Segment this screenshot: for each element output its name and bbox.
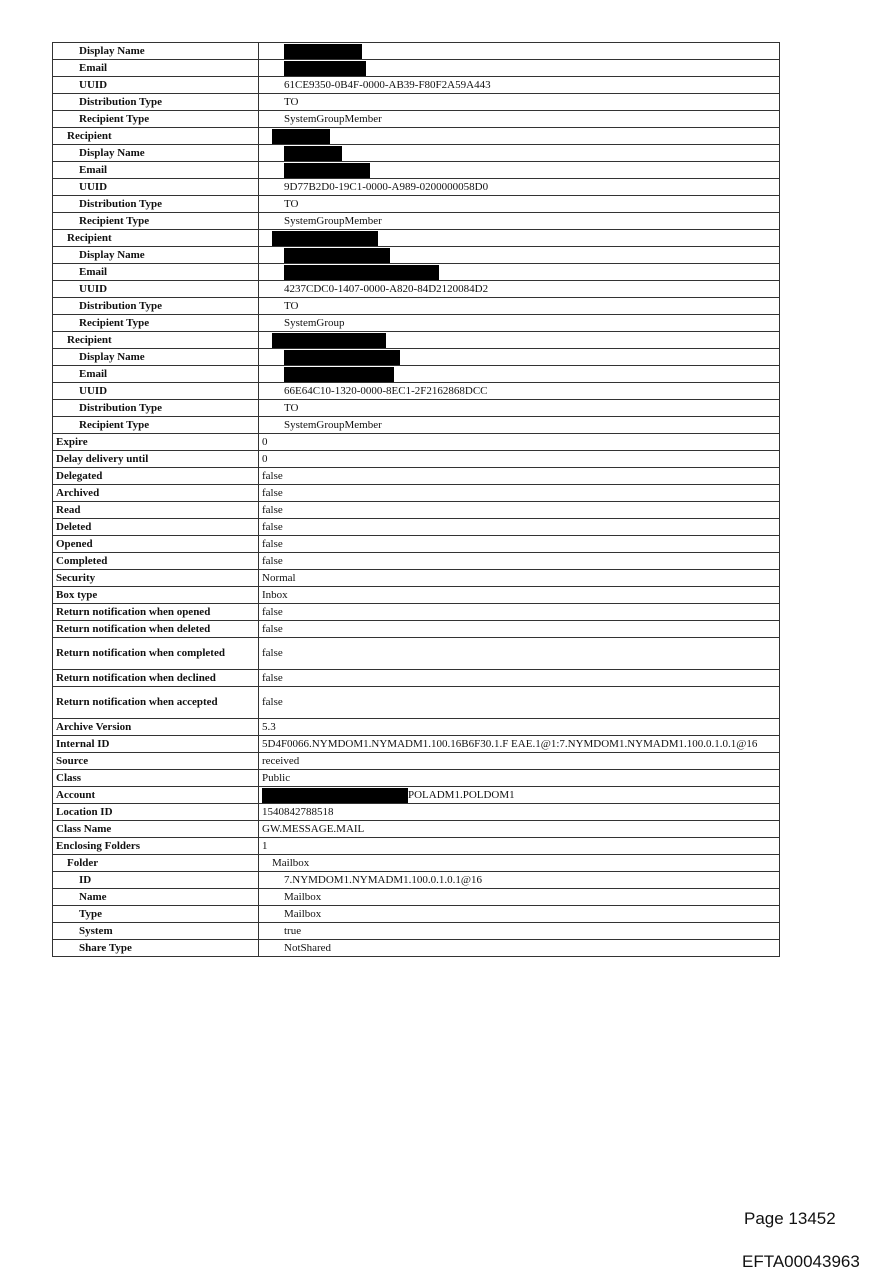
property-value [259, 872, 780, 889]
property-key: Display Name [53, 43, 259, 60]
property-value [259, 687, 780, 719]
property-value-text: 0 [262, 452, 268, 465]
property-value [259, 451, 780, 468]
property-key: Distribution Type [53, 196, 259, 213]
property-value [259, 570, 780, 587]
table-row [53, 502, 780, 519]
redaction-block [284, 61, 366, 76]
table-row [53, 43, 780, 60]
property-key: Return notification when opened [53, 604, 259, 621]
property-value [259, 604, 780, 621]
property-value [259, 111, 780, 128]
table-row [53, 889, 780, 906]
table-row [53, 298, 780, 315]
table-row [53, 770, 780, 787]
property-value-text: GW.MESSAGE.MAIL [262, 822, 365, 835]
property-key: Security [53, 570, 259, 587]
redaction-block [284, 350, 400, 365]
table-row [53, 111, 780, 128]
property-key: Email [53, 264, 259, 281]
table-row [53, 736, 780, 753]
property-value [259, 587, 780, 604]
property-key: Delegated [53, 468, 259, 485]
page-number: Page 13452 [744, 1209, 836, 1228]
table-row [53, 940, 780, 957]
property-key: UUID [53, 383, 259, 400]
property-value [259, 383, 780, 400]
property-key: System [53, 923, 259, 940]
property-value [259, 553, 780, 570]
property-value [259, 855, 780, 872]
table-row [53, 383, 780, 400]
property-value-text: 4237CDC0-1407-0000-A820-84D2120084D2 [284, 282, 489, 295]
property-key: ID [53, 872, 259, 889]
property-key: Return notification when declined [53, 670, 259, 687]
property-value [259, 77, 780, 94]
property-key: Distribution Type [53, 94, 259, 111]
redaction-block [284, 146, 342, 161]
property-key: Delay delivery until [53, 451, 259, 468]
table-row [53, 638, 780, 670]
property-key: Source [53, 753, 259, 770]
property-value-text: Inbox [262, 588, 288, 601]
property-value-text: 5.3 [262, 720, 276, 733]
property-value-text: Public [262, 771, 291, 784]
table-row [53, 621, 780, 638]
property-value [259, 366, 780, 383]
property-value-text: POLADM1.POLDOM1 [408, 788, 515, 801]
table-row [53, 519, 780, 536]
property-key: Opened [53, 536, 259, 553]
property-key: Display Name [53, 247, 259, 264]
property-value [259, 670, 780, 687]
table-row [53, 753, 780, 770]
table-row [53, 553, 780, 570]
property-value-text: received [262, 754, 300, 767]
redaction-block [272, 129, 330, 144]
property-value [259, 298, 780, 315]
table-row [53, 906, 780, 923]
table-row [53, 332, 780, 349]
table-row [53, 804, 780, 821]
property-value [259, 736, 780, 753]
property-value-text: 1540842788518 [262, 805, 334, 818]
property-value [259, 940, 780, 957]
property-key: Internal ID [53, 736, 259, 753]
property-key: Distribution Type [53, 298, 259, 315]
table-row [53, 349, 780, 366]
property-key: UUID [53, 281, 259, 298]
table-row [53, 923, 780, 940]
property-value [259, 43, 780, 60]
property-value-text: false [262, 647, 283, 659]
table-row [53, 145, 780, 162]
property-value [259, 196, 780, 213]
table-row [53, 485, 780, 502]
property-key: Distribution Type [53, 400, 259, 417]
redaction-block [284, 248, 390, 263]
property-key: Recipient [53, 128, 259, 145]
property-key: Email [53, 60, 259, 77]
property-key: Recipient Type [53, 315, 259, 332]
property-value-text: 5D4F0066.NYMDOM1.NYMADM1.100.16B6F30.1.F EAE.1@1:7.NYMDOM1.NYMADM1.100.0.1.0.1@16 [262, 737, 758, 750]
table-row [53, 687, 780, 719]
redaction-block [284, 163, 370, 178]
property-key: Enclosing Folders [53, 838, 259, 855]
table-row [53, 94, 780, 111]
table-row [53, 468, 780, 485]
table-row [53, 162, 780, 179]
table-row [53, 400, 780, 417]
table-row [53, 434, 780, 451]
property-key: Email [53, 366, 259, 383]
property-key: Completed [53, 553, 259, 570]
property-key: Return notification when accepted [53, 687, 259, 719]
property-value-text: SystemGroupMember [284, 418, 382, 431]
table-row [53, 315, 780, 332]
property-value-text: 9D77B2D0-19C1-0000-A989-0200000058D0 [284, 180, 489, 193]
table-row [53, 838, 780, 855]
property-value-text: false [262, 520, 283, 533]
property-value [259, 468, 780, 485]
property-value [259, 213, 780, 230]
property-value-text: false [262, 605, 283, 618]
table-row [53, 787, 780, 804]
table-row [53, 281, 780, 298]
property-key: Share Type [53, 940, 259, 957]
property-value [259, 753, 780, 770]
property-key: Display Name [53, 145, 259, 162]
property-value [259, 332, 780, 349]
table-row [53, 213, 780, 230]
property-value [259, 536, 780, 553]
property-value-text: TO [284, 401, 299, 414]
document-id: EFTA00043963 [742, 1252, 860, 1271]
property-value [259, 787, 780, 804]
redaction-block [284, 44, 362, 59]
property-value-text: false [262, 696, 283, 708]
property-value [259, 638, 780, 670]
table-row [53, 417, 780, 434]
redaction-block [272, 231, 378, 246]
property-value [259, 434, 780, 451]
property-value [259, 485, 780, 502]
property-value [259, 906, 780, 923]
table-row [53, 247, 780, 264]
table-row [53, 855, 780, 872]
property-value-text: false [262, 622, 283, 635]
table-row [53, 60, 780, 77]
property-key: Class [53, 770, 259, 787]
property-value-text: false [262, 537, 283, 550]
property-value [259, 770, 780, 787]
property-key: Expire [53, 434, 259, 451]
property-value-text: 0 [262, 435, 268, 448]
properties-table-body [53, 43, 780, 957]
property-key: Name [53, 889, 259, 906]
property-value-text: SystemGroupMember [284, 214, 382, 227]
property-value [259, 60, 780, 77]
property-value-text: SystemGroupMember [284, 112, 382, 125]
property-value [259, 502, 780, 519]
property-value [259, 621, 780, 638]
table-row [53, 821, 780, 838]
property-value-text: TO [284, 299, 299, 312]
property-key: Return notification when completed [53, 638, 259, 670]
property-value-text: Normal [262, 571, 296, 584]
property-value-text: Mailbox [284, 907, 322, 920]
redaction-block [284, 367, 394, 382]
property-value-text: 61CE9350-0B4F-0000-AB39-F80F2A59A443 [284, 78, 491, 91]
redaction-block [262, 788, 408, 803]
property-key: Archive Version [53, 719, 259, 736]
property-key: Box type [53, 587, 259, 604]
table-row [53, 128, 780, 145]
property-value-text: false [262, 671, 283, 684]
property-value [259, 128, 780, 145]
property-value [259, 719, 780, 736]
property-value [259, 179, 780, 196]
property-value-text: false [262, 469, 283, 482]
property-key: Recipient [53, 230, 259, 247]
property-value-text: false [262, 486, 283, 499]
property-key: UUID [53, 77, 259, 94]
property-value [259, 247, 780, 264]
property-value [259, 804, 780, 821]
property-key: Folder [53, 855, 259, 872]
redaction-block [272, 333, 386, 348]
property-value [259, 315, 780, 332]
property-key: Recipient Type [53, 417, 259, 434]
table-row [53, 536, 780, 553]
property-key: Display Name [53, 349, 259, 366]
property-key: Deleted [53, 519, 259, 536]
property-key: Account [53, 787, 259, 804]
property-key: Email [53, 162, 259, 179]
property-value-text: false [262, 554, 283, 567]
table-row [53, 570, 780, 587]
property-value [259, 281, 780, 298]
table-row [53, 230, 780, 247]
property-key: Read [53, 502, 259, 519]
property-value-text: 66E64C10-1320-0000-8EC1-2F2162868DCC [284, 384, 488, 397]
property-value-text: TO [284, 197, 299, 210]
table-row [53, 451, 780, 468]
table-row [53, 719, 780, 736]
property-value [259, 923, 780, 940]
property-value [259, 400, 780, 417]
table-row [53, 587, 780, 604]
property-value-text: false [262, 503, 283, 516]
property-key: Archived [53, 485, 259, 502]
table-row [53, 196, 780, 213]
property-key: Recipient Type [53, 213, 259, 230]
property-value-text: 7.NYMDOM1.NYMADM1.100.0.1.0.1@16 [284, 873, 483, 886]
property-value-text: Mailbox [284, 890, 322, 903]
table-row [53, 179, 780, 196]
property-value-text: NotShared [284, 941, 332, 954]
property-value-text: SystemGroup [284, 316, 345, 329]
table-row [53, 604, 780, 621]
property-value [259, 417, 780, 434]
property-key: Recipient [53, 332, 259, 349]
property-value [259, 145, 780, 162]
property-key: Type [53, 906, 259, 923]
property-value [259, 821, 780, 838]
table-row [53, 670, 780, 687]
property-key: Recipient Type [53, 111, 259, 128]
property-value-text: 1 [262, 839, 268, 852]
table-row [53, 77, 780, 94]
properties-table [52, 42, 780, 957]
property-key: Location ID [53, 804, 259, 821]
property-value-text: TO [284, 95, 299, 108]
property-key: UUID [53, 179, 259, 196]
property-value [259, 230, 780, 247]
property-value [259, 519, 780, 536]
property-value [259, 349, 780, 366]
table-row [53, 872, 780, 889]
table-row [53, 264, 780, 281]
property-value-text: true [284, 924, 302, 937]
property-value-text: Mailbox [272, 856, 310, 869]
redaction-block [284, 265, 439, 280]
property-key: Class Name [53, 821, 259, 838]
property-value [259, 94, 780, 111]
property-key: Return notification when deleted [53, 621, 259, 638]
property-value [259, 838, 780, 855]
property-value [259, 264, 780, 281]
property-value [259, 889, 780, 906]
property-value [259, 162, 780, 179]
table-row [53, 366, 780, 383]
